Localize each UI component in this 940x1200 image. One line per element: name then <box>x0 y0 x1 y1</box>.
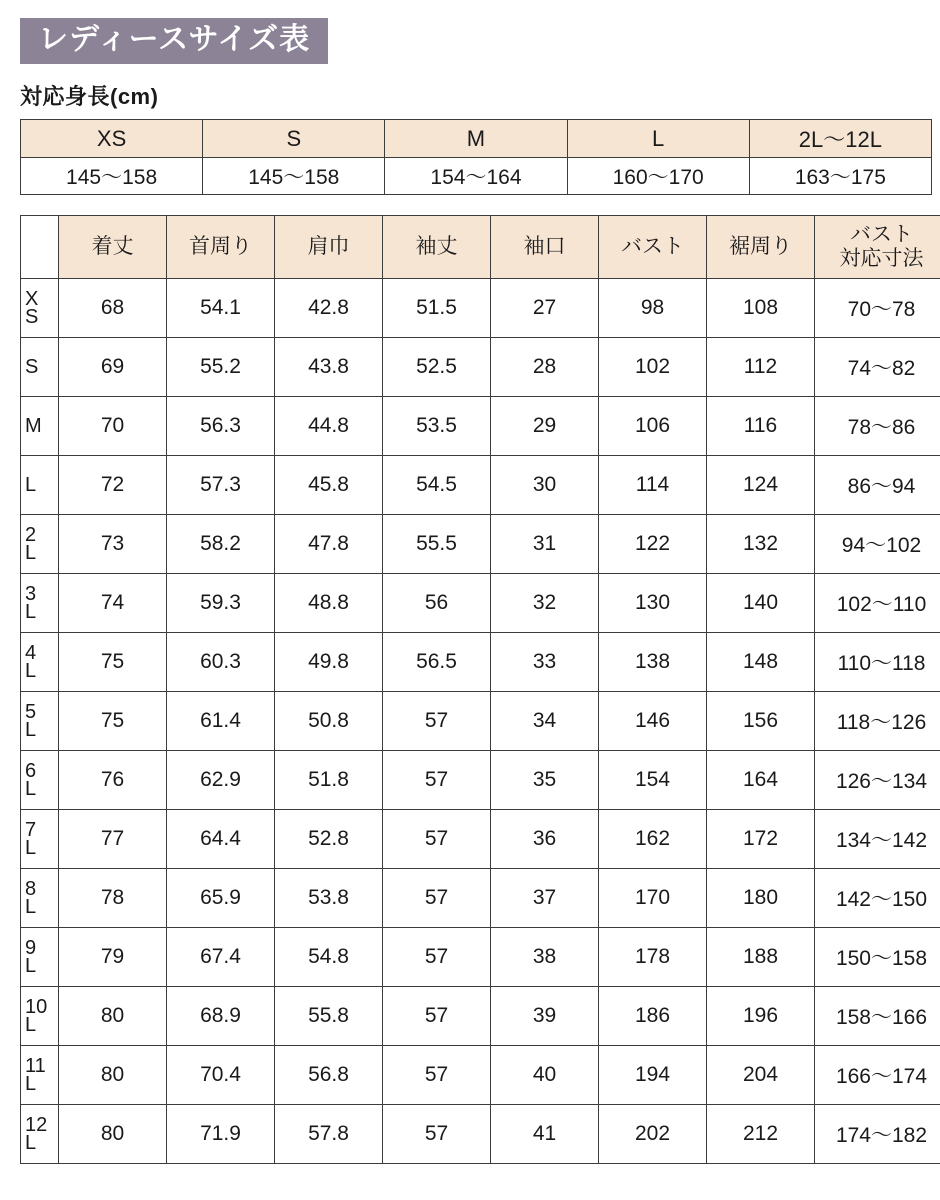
measurement-cell: 162 <box>599 810 707 869</box>
measurement-cell: 150〜158 <box>815 928 940 987</box>
page-title: レディースサイズ表 <box>20 18 328 64</box>
measurement-cell: 52.5 <box>383 338 491 397</box>
measurement-cell: 53.5 <box>383 397 491 456</box>
row-header-size-line: 8 <box>25 877 37 900</box>
measurement-cell: 69 <box>59 338 167 397</box>
measurement-cell: 33 <box>491 633 599 692</box>
measurement-cell: 212 <box>707 1105 815 1164</box>
height-size-header: XS <box>21 120 203 158</box>
row-header-size <box>21 692 59 751</box>
measurement-cell: 57 <box>383 1105 491 1164</box>
measurement-cell: 55.2 <box>167 338 275 397</box>
column-header-bust-fit-line2: 対応寸法 <box>839 247 924 270</box>
measurement-cell: 134〜142 <box>815 810 940 869</box>
measurement-cell: 102〜110 <box>815 574 940 633</box>
row-header-size <box>21 1105 59 1164</box>
measurement-cell: 57 <box>383 810 491 869</box>
measurement-cell: 70 <box>59 397 167 456</box>
measurement-cell: 55.8 <box>275 987 383 1046</box>
height-size-header: L <box>567 120 749 158</box>
row-header-size-line: L <box>25 837 37 859</box>
measurement-cell: 62.9 <box>167 751 275 810</box>
table-row <box>21 692 940 751</box>
measurement-cell: 67.4 <box>167 928 275 987</box>
height-range-cell: 145〜158 <box>21 158 203 195</box>
measurement-cell: 106 <box>599 397 707 456</box>
column-header-hem: 裾周り <box>707 216 815 279</box>
measurement-cell: 40 <box>491 1046 599 1105</box>
measurement-cell: 54.8 <box>275 928 383 987</box>
measurement-cell: 35 <box>491 751 599 810</box>
row-header-size-line: X <box>25 287 39 310</box>
measurement-cell: 86〜94 <box>815 456 940 515</box>
measurement-table-header-row <box>21 216 940 279</box>
column-header-bust-fit-line1: バスト <box>850 223 913 247</box>
table-row <box>21 279 940 338</box>
row-header-size-line: L <box>25 601 37 623</box>
measurement-cell: 78〜86 <box>815 397 940 456</box>
table-row <box>21 1046 940 1105</box>
measurement-cell: 202 <box>599 1105 707 1164</box>
row-header-size <box>21 928 59 987</box>
measurement-cell: 170 <box>599 869 707 928</box>
measurement-cell: 196 <box>707 987 815 1046</box>
row-header-size-line: M <box>25 415 42 437</box>
measurement-cell: 56.3 <box>167 397 275 456</box>
row-header-size-line: L <box>25 896 37 918</box>
measurement-cell: 45.8 <box>275 456 383 515</box>
measurement-cell: 54.1 <box>167 279 275 338</box>
column-header-body-length: 着丈 <box>59 216 167 279</box>
row-header-size <box>21 1046 59 1105</box>
measurement-cell: 39 <box>491 987 599 1046</box>
table-row <box>21 987 940 1046</box>
measurement-cell: 28 <box>491 338 599 397</box>
row-header-size-line: L <box>25 1014 37 1036</box>
measurement-cell: 158〜166 <box>815 987 940 1046</box>
measurement-cell: 52.8 <box>275 810 383 869</box>
measurement-cell: 78 <box>59 869 167 928</box>
measurement-cell: 51.5 <box>383 279 491 338</box>
measurement-cell: 49.8 <box>275 633 383 692</box>
row-header-size <box>21 633 59 692</box>
row-header-size-line: 7 <box>25 818 37 841</box>
measurement-table <box>20 215 940 1164</box>
measurement-cell: 108 <box>707 279 815 338</box>
measurement-cell: 43.8 <box>275 338 383 397</box>
table-row <box>21 574 940 633</box>
measurement-cell: 166〜174 <box>815 1046 940 1105</box>
row-header-size-line: L <box>25 660 37 682</box>
table-row <box>21 397 940 456</box>
measurement-cell: 30 <box>491 456 599 515</box>
row-header-size-line: L <box>25 474 37 496</box>
row-header-size-line: 3 <box>25 582 37 605</box>
table-row <box>21 633 940 692</box>
measurement-cell: 73 <box>59 515 167 574</box>
measurement-cell: 74 <box>59 574 167 633</box>
height-table <box>20 119 932 195</box>
table-row <box>21 1105 940 1164</box>
row-header-size <box>21 810 59 869</box>
row-header-size-line: 2 <box>25 523 37 546</box>
measurement-cell: 75 <box>59 692 167 751</box>
measurement-cell: 41 <box>491 1105 599 1164</box>
measurement-cell: 132 <box>707 515 815 574</box>
height-range-cell: 163〜175 <box>749 158 931 195</box>
measurement-cell: 112 <box>707 338 815 397</box>
row-header-size-line: L <box>25 1132 37 1154</box>
measurement-cell: 57 <box>383 987 491 1046</box>
measurement-cell: 61.4 <box>167 692 275 751</box>
measurement-cell: 126〜134 <box>815 751 940 810</box>
measurement-cell: 60.3 <box>167 633 275 692</box>
height-range-cell: 154〜164 <box>385 158 567 195</box>
measurement-cell: 51.8 <box>275 751 383 810</box>
measurement-cell: 57 <box>383 869 491 928</box>
table-corner-cell <box>21 216 59 279</box>
measurement-cell: 146 <box>599 692 707 751</box>
measurement-cell: 57 <box>383 692 491 751</box>
row-header-size <box>21 515 59 574</box>
table-row <box>21 928 940 987</box>
measurement-cell: 124 <box>707 456 815 515</box>
row-header-size <box>21 279 59 338</box>
table-row <box>21 515 940 574</box>
row-header-size-line: 11 <box>25 1054 46 1077</box>
measurement-cell: 79 <box>59 928 167 987</box>
row-header-size-line: 6 <box>25 759 37 782</box>
measurement-cell: 172 <box>707 810 815 869</box>
measurement-cell: 31 <box>491 515 599 574</box>
measurement-cell: 72 <box>59 456 167 515</box>
measurement-cell: 42.8 <box>275 279 383 338</box>
row-header-size-line: L <box>25 1073 37 1095</box>
column-header-neck: 首周り <box>167 216 275 279</box>
height-range-cell: 145〜158 <box>203 158 385 195</box>
height-range-cell: 160〜170 <box>567 158 749 195</box>
height-table-header-row <box>21 120 932 158</box>
table-row <box>21 456 940 515</box>
measurement-cell: 38 <box>491 928 599 987</box>
measurement-cell: 57 <box>383 928 491 987</box>
measurement-cell: 98 <box>599 279 707 338</box>
table-row <box>21 338 940 397</box>
height-size-header: S <box>203 120 385 158</box>
measurement-cell: 58.2 <box>167 515 275 574</box>
measurement-cell: 204 <box>707 1046 815 1105</box>
measurement-cell: 110〜118 <box>815 633 940 692</box>
measurement-cell: 54.5 <box>383 456 491 515</box>
table-row <box>21 869 940 928</box>
measurement-cell: 142〜150 <box>815 869 940 928</box>
row-header-size-line: 4 <box>25 641 37 664</box>
height-size-header: M <box>385 120 567 158</box>
measurement-cell: 71.9 <box>167 1105 275 1164</box>
measurement-cell: 194 <box>599 1046 707 1105</box>
row-header-size-line: L <box>25 719 37 741</box>
row-header-size <box>21 869 59 928</box>
measurement-cell: 80 <box>59 1046 167 1105</box>
column-header-bust-fit <box>815 216 940 279</box>
measurement-cell: 55.5 <box>383 515 491 574</box>
measurement-cell: 64.4 <box>167 810 275 869</box>
measurement-cell: 186 <box>599 987 707 1046</box>
column-header-shoulder: 肩巾 <box>275 216 383 279</box>
measurement-cell: 34 <box>491 692 599 751</box>
row-header-size <box>21 574 59 633</box>
column-header-cuff: 袖口 <box>491 216 599 279</box>
row-header-size-line: 5 <box>25 700 37 723</box>
measurement-cell: 154 <box>599 751 707 810</box>
row-header-size-line: L <box>25 955 37 977</box>
measurement-cell: 77 <box>59 810 167 869</box>
row-header-size <box>21 338 59 397</box>
height-table-value-row <box>21 158 932 195</box>
measurement-cell: 47.8 <box>275 515 383 574</box>
row-header-size <box>21 751 59 810</box>
measurement-cell: 48.8 <box>275 574 383 633</box>
measurement-cell: 57.3 <box>167 456 275 515</box>
measurement-cell: 164 <box>707 751 815 810</box>
row-header-size-line: S <box>25 356 39 378</box>
measurement-cell: 114 <box>599 456 707 515</box>
measurement-cell: 56 <box>383 574 491 633</box>
measurement-cell: 56.5 <box>383 633 491 692</box>
measurement-cell: 75 <box>59 633 167 692</box>
row-header-size-line: 9 <box>25 936 37 959</box>
measurement-cell: 76 <box>59 751 167 810</box>
measurement-cell: 37 <box>491 869 599 928</box>
measurement-cell: 57 <box>383 751 491 810</box>
measurement-cell: 156 <box>707 692 815 751</box>
measurement-cell: 32 <box>491 574 599 633</box>
row-header-size <box>21 456 59 515</box>
measurement-cell: 122 <box>599 515 707 574</box>
measurement-cell: 140 <box>707 574 815 633</box>
row-header-size-line: L <box>25 778 37 800</box>
measurement-cell: 59.3 <box>167 574 275 633</box>
measurement-cell: 80 <box>59 987 167 1046</box>
row-header-size <box>21 987 59 1046</box>
measurement-cell: 36 <box>491 810 599 869</box>
measurement-table-body <box>21 279 940 1164</box>
measurement-cell: 74〜82 <box>815 338 940 397</box>
measurement-cell: 44.8 <box>275 397 383 456</box>
measurement-cell: 50.8 <box>275 692 383 751</box>
column-header-bust: バスト <box>599 216 707 279</box>
measurement-cell: 53.8 <box>275 869 383 928</box>
row-header-size-line: 10 <box>25 995 48 1018</box>
measurement-cell: 178 <box>599 928 707 987</box>
measurement-cell: 118〜126 <box>815 692 940 751</box>
row-header-size-line: 12 <box>25 1113 48 1136</box>
measurement-cell: 180 <box>707 869 815 928</box>
measurement-cell: 70.4 <box>167 1046 275 1105</box>
measurement-cell: 57.8 <box>275 1105 383 1164</box>
measurement-cell: 68.9 <box>167 987 275 1046</box>
measurement-cell: 29 <box>491 397 599 456</box>
table-row <box>21 751 940 810</box>
measurement-cell: 138 <box>599 633 707 692</box>
measurement-cell: 68 <box>59 279 167 338</box>
row-header-size-line: L <box>25 542 37 564</box>
measurement-cell: 27 <box>491 279 599 338</box>
measurement-cell: 65.9 <box>167 869 275 928</box>
height-size-header: 2L〜12L <box>749 120 931 158</box>
measurement-cell: 70〜78 <box>815 279 940 338</box>
measurement-cell: 57 <box>383 1046 491 1105</box>
measurement-cell: 116 <box>707 397 815 456</box>
measurement-cell: 102 <box>599 338 707 397</box>
row-header-size-line: S <box>25 306 39 328</box>
measurement-cell: 80 <box>59 1105 167 1164</box>
measurement-cell: 188 <box>707 928 815 987</box>
column-header-sleeve-length: 袖丈 <box>383 216 491 279</box>
measurement-cell: 130 <box>599 574 707 633</box>
measurement-cell: 174〜182 <box>815 1105 940 1164</box>
measurement-cell: 94〜102 <box>815 515 940 574</box>
measurement-cell: 56.8 <box>275 1046 383 1105</box>
height-section-label: 対応身長(cm) <box>20 84 159 109</box>
table-row <box>21 810 940 869</box>
row-header-size <box>21 397 59 456</box>
measurement-cell: 148 <box>707 633 815 692</box>
